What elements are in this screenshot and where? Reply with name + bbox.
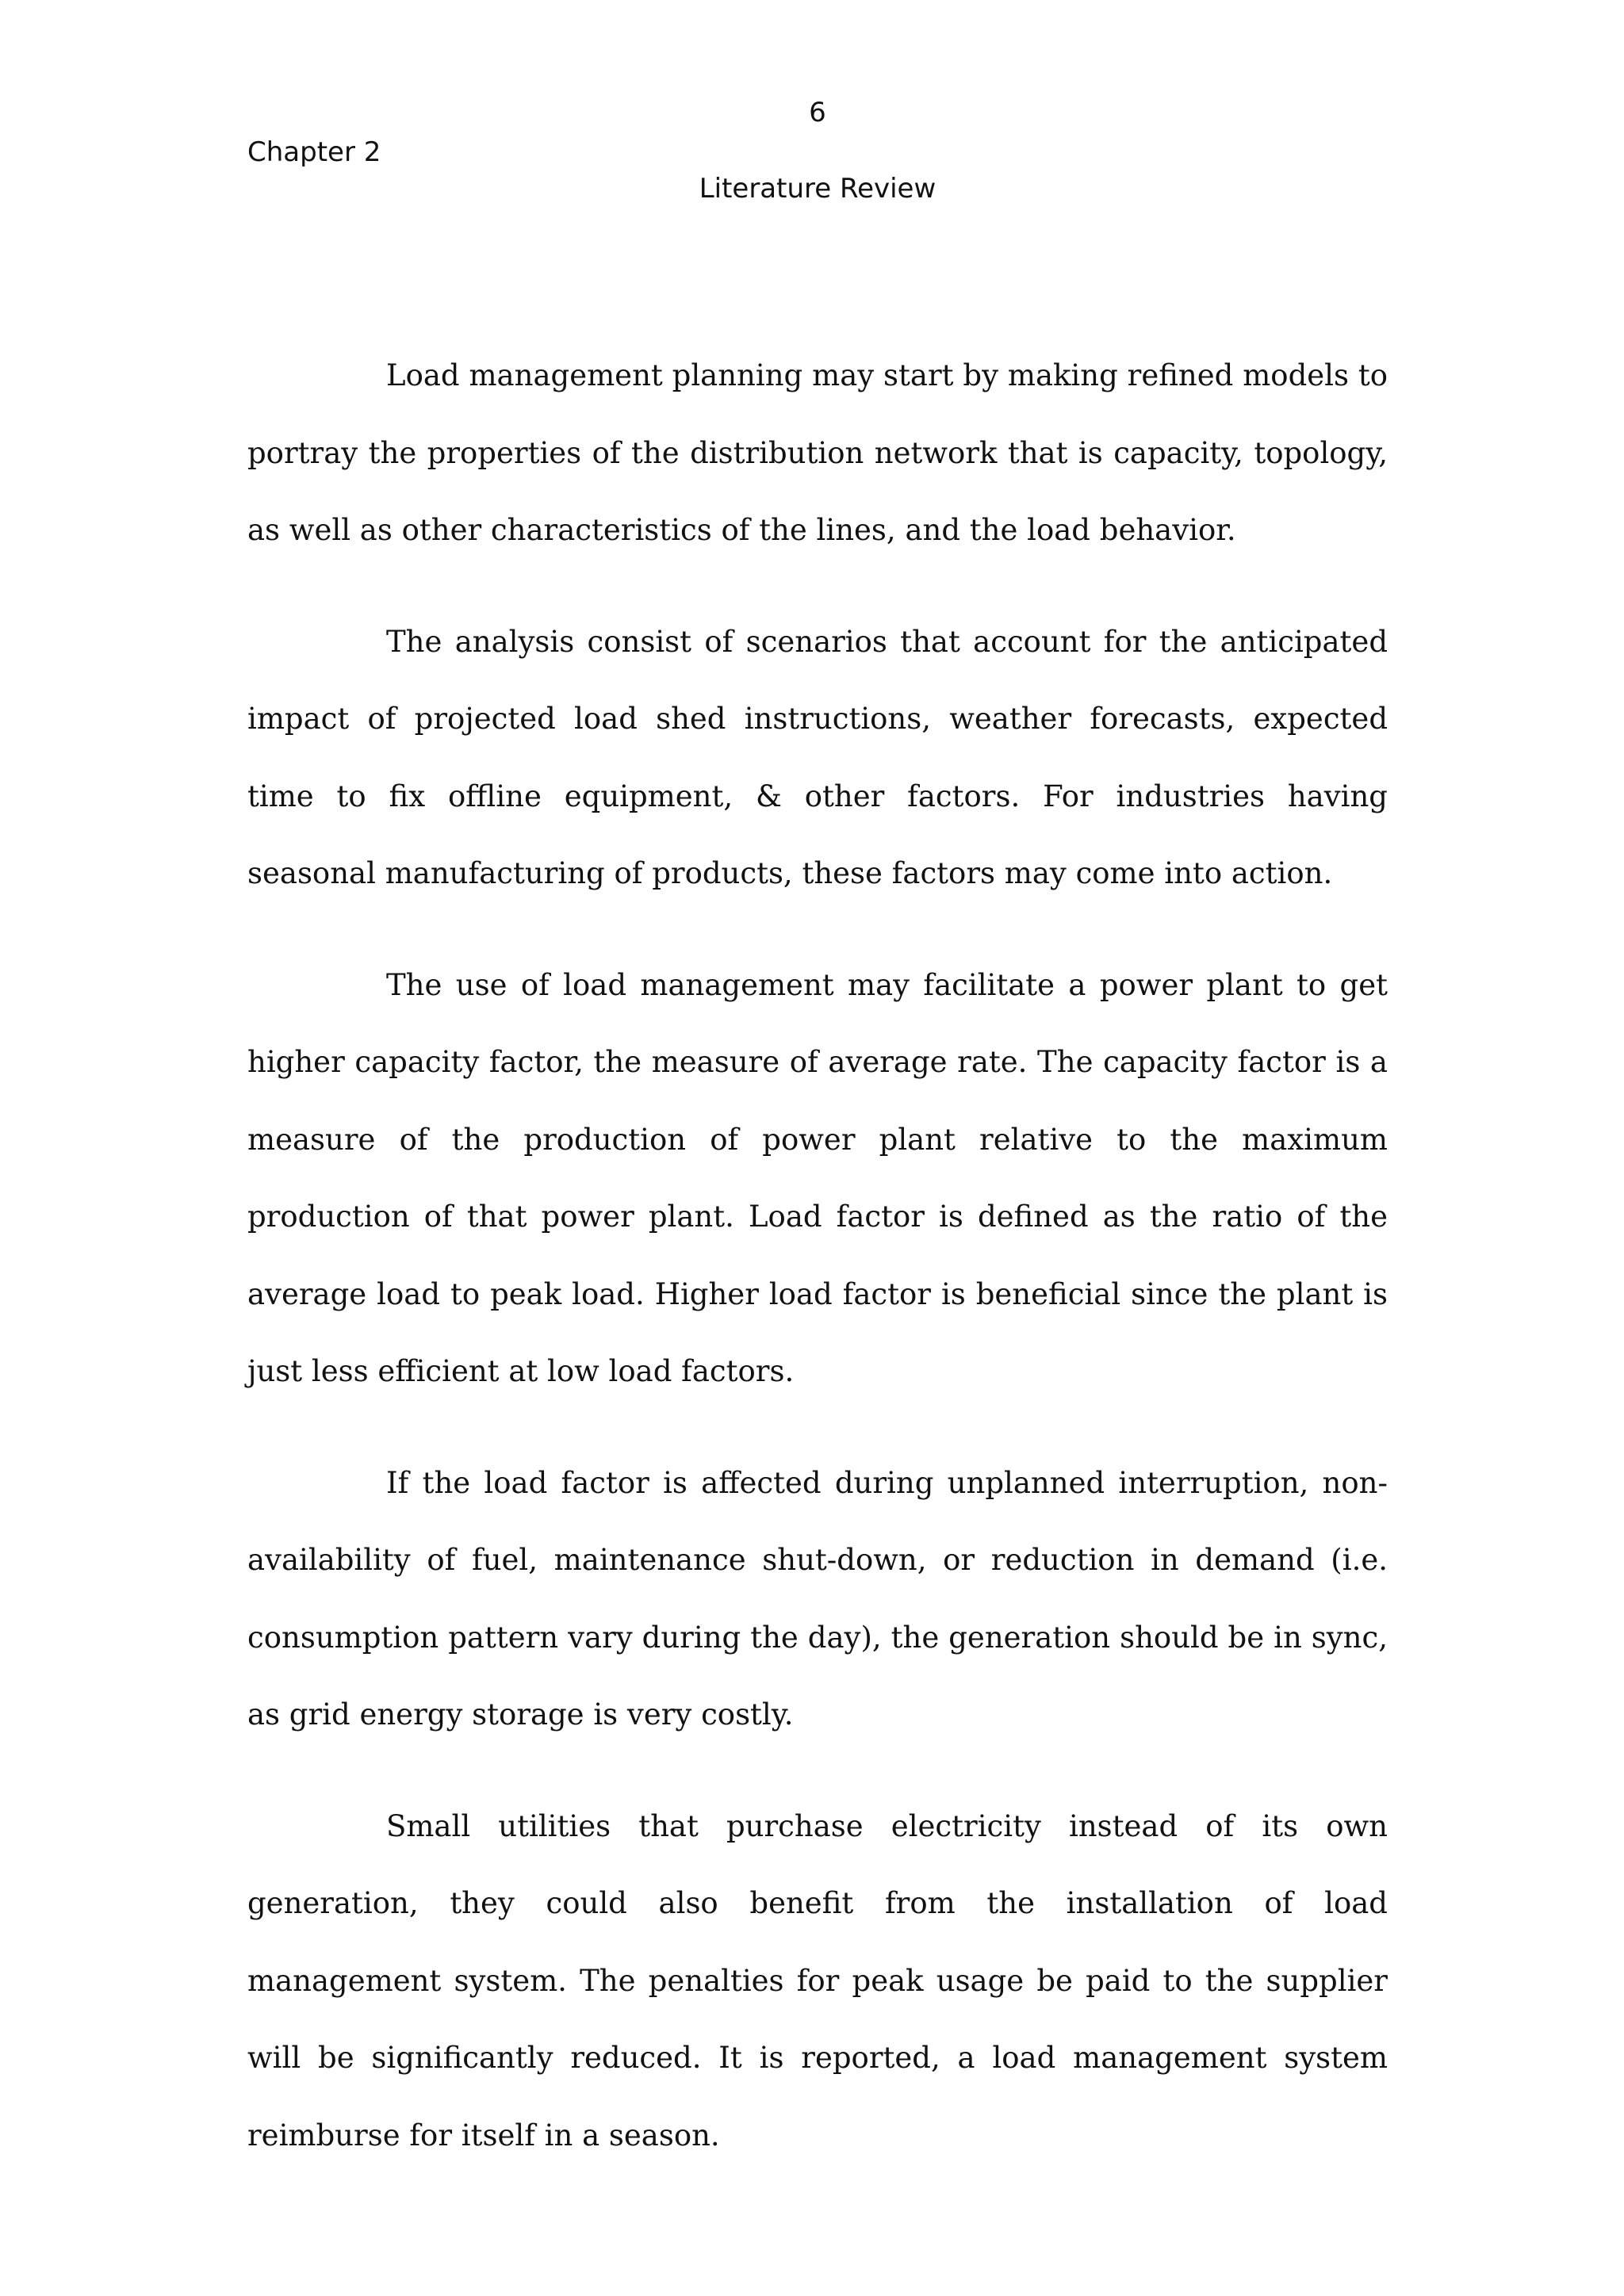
paragraph-5: Small utilities that purchase electricity instead of its own generation, they could also benefit from the installation of load management system. The penalties for peak usage be paid to the supplier will be significantly reduced. It is reported, a load management system reimburse for itself in a season. bbox=[247, 1808, 1388, 2152]
page-number: 6 bbox=[809, 97, 826, 128]
chapter-label: Chapter 2 bbox=[247, 136, 381, 168]
body-text bbox=[247, 337, 1388, 2174]
paragraph-3: The use of load management may facilitate a power plant to get higher capacity factor, the measure of average rate. The capacity factor is a measure of the production of power plant relative to the maximum production of that power plant. Load factor is defined as the ratio of the average load to peak load. Higher load factor is beneficial since the plant is just less efficient at low load factors. bbox=[247, 967, 1388, 1388]
paragraph-2: The analysis consist of scenarios that account for the anticipated impact of projected load shed instructions, weather forecasts, expected time to fix offline equipment, & other factors. For industries having seasonal manufacturing of products, these factors may come into action. bbox=[247, 624, 1388, 890]
chapter-title: Literature Review bbox=[699, 173, 936, 205]
paragraph-1: Load management planning may start by making refined models to portray the properties of the distribution network that is capacity, topology, as well as other characteristics of the lines, and the load behavior. bbox=[247, 358, 1388, 547]
paragraph-4: If the load factor is affected during unplanned interruption, non-availability of fuel, maintenance shut-down, or reduction in demand (i.e. consumption pattern vary during the day), the generation should be in sync, as grid energy storage is very costly. bbox=[247, 1465, 1388, 1732]
